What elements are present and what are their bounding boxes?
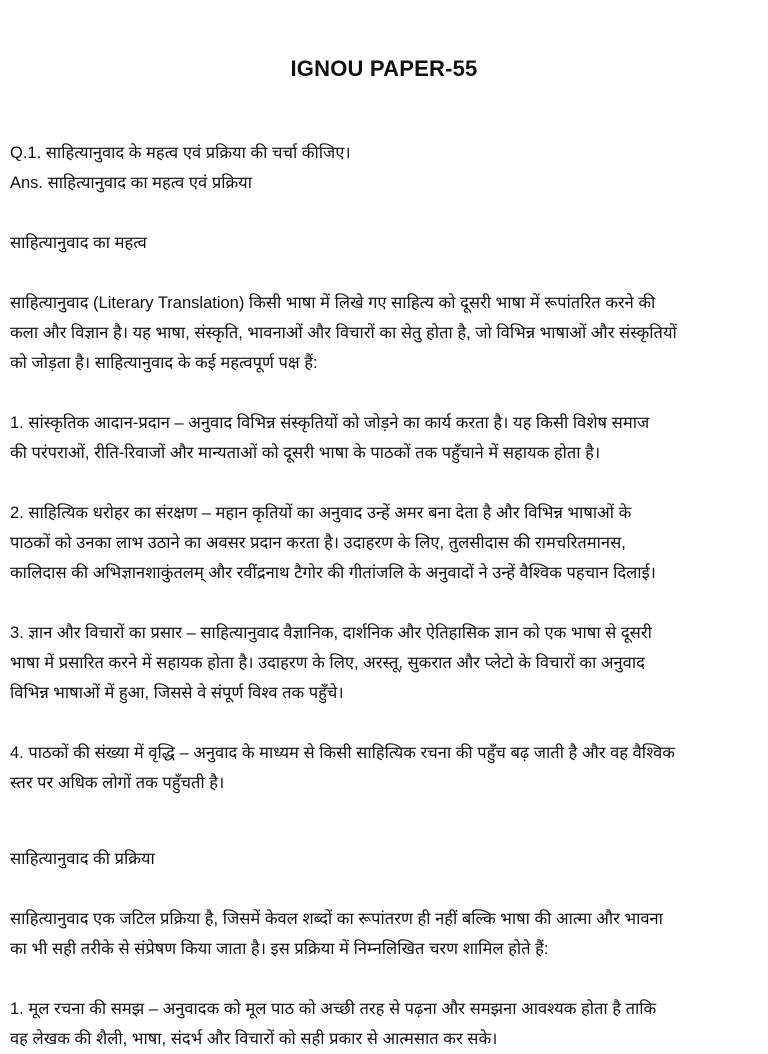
point-1-paragraph	[10, 408, 758, 468]
text-line: की परंपराओं, रीति-रिवाजों और मान्यताओं को दूसरी भाषा के पाठकों तक पहुँचाने में सहायक होता है।	[10, 444, 601, 462]
text-line: साहित्यानुवाद (Literary Translation) किसी भाषा में लिखे गए साहित्य को दूसरी भाषा में रूपांतरित करने की	[10, 294, 656, 312]
point-2-paragraph	[10, 498, 758, 588]
text-line: स्तर पर अधिक लोगों तक पहुँचती है।	[10, 774, 225, 792]
text-line: 3. ज्ञान और विचारों का प्रसार – साहित्यानुवाद वैज्ञानिक, दार्शनिक और ऐतिहासिक ज्ञान को एक भाषा से दूसरी	[10, 624, 652, 642]
point-4-paragraph	[10, 738, 758, 798]
text-line: भाषा में प्रसारित करने में सहायक होता है। उदाहरण के लिए, अरस्तू, सुकरात और प्लेटो के विचारों का अनुवाद	[10, 654, 645, 672]
question-line: Q.1. साहित्यानुवाद के महत्व एवं प्रक्रिया की चर्चा कीजिए।	[10, 144, 351, 162]
section-heading-process: साहित्यानुवाद की प्रक्रिया	[10, 850, 155, 868]
text-line: साहित्यानुवाद एक जटिल प्रक्रिया है, जिसमें केवल शब्दों का रूपांतरण ही नहीं बल्कि भाषा की आत्मा और भावना	[10, 910, 663, 928]
text-line: कालिदास की अभिज्ञानशाकुंतलम् और रवींद्रनाथ टैगोर की गीतांजलि के अनुवादों ने उन्हें वैश्विक पहचान दिलाई।	[10, 564, 656, 582]
text-line: को जोड़ता है। साहित्यानुवाद के कई महत्वपूर्ण पक्ष हैं:	[10, 354, 318, 372]
text-line: का भी सही तरीके से संप्रेषण किया जाता है। इस प्रक्रिया में निम्नलिखित चरण शामिल होते हैं:	[10, 940, 549, 958]
text-line: वह लेखक की शैली, भाषा, संदर्भ और विचारों को सही प्रकार से आत्मसात कर सके।	[10, 1030, 498, 1048]
step-1-paragraph	[10, 994, 758, 1054]
section-heading-importance: साहित्यानुवाद का महत्व	[10, 234, 147, 252]
text-line: 2. साहित्यिक धरोहर का संरक्षण – महान कृतियों का अनुवाद उन्हें अमर बना देता है और विभिन्न भाषाओं के	[10, 504, 632, 522]
answer-line: Ans. साहित्यानुवाद का महत्व एवं प्रक्रिया	[10, 174, 252, 192]
text-line: पाठकों को उनका लाभ उठाने का अवसर प्रदान करता है। उदाहरण के लिए, तुलसीदास की रामचरितमानस,	[10, 534, 626, 552]
text-line: विभिन्न भाषाओं में हुआ, जिससे वे संपूर्ण विश्व तक पहुँचे।	[10, 684, 344, 702]
page-title: IGNOU PAPER-55	[290, 56, 478, 81]
intro-paragraph	[10, 288, 758, 378]
process-intro-paragraph	[10, 904, 758, 964]
text-line: 1. मूल रचना की समझ – अनुवादक को मूल पाठ को अच्छी तरह से पढ़ना और समझना आवश्यक होता है ताकि	[10, 1000, 657, 1018]
text-line: 1. सांस्कृतिक आदान-प्रदान – अनुवाद विभिन्न संस्कृतियों को जोड़ने का कार्य करता है। यह किसी विशेष समाज	[10, 414, 650, 432]
text-line: 4. पाठकों की संख्या में वृद्धि – अनुवाद के माध्यम से किसी साहित्यिक रचना की पहुँच बढ़ जाती है और वह वैश्विक	[10, 744, 675, 762]
text-line: कला और विज्ञान है। यह भाषा, संस्कृति, भावनाओं और विचारों का सेतु होता है, जो विभिन्न भाषाओं और संस्कृतियों	[10, 324, 677, 342]
point-3-paragraph	[10, 618, 758, 708]
